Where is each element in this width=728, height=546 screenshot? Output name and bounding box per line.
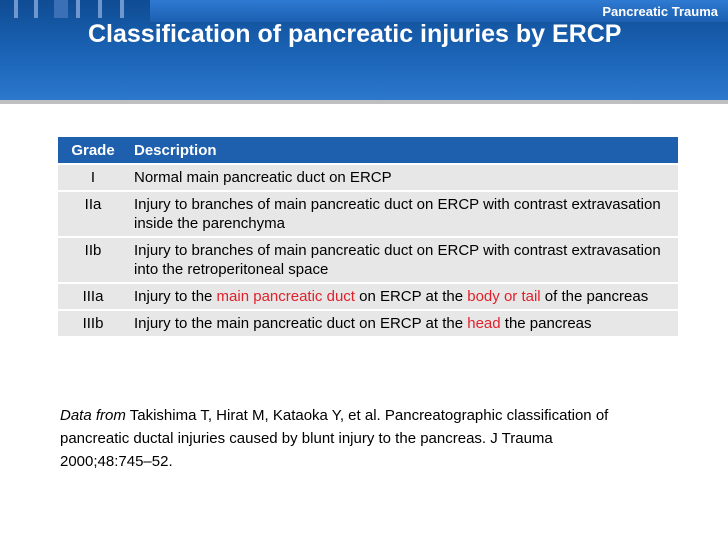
grade-cell: IIb [58, 237, 128, 283]
highlight-text: head [467, 315, 501, 332]
decor-stripe [54, 0, 68, 18]
grade-cell: IIa [58, 191, 128, 237]
decor-stripe [76, 0, 80, 18]
description-cell [128, 191, 678, 237]
table-row [58, 237, 678, 283]
column-header-grade: Grade [58, 137, 128, 164]
citation-text: Takishima T, Hirat M, Kataoka Y, et al. Pancreatographic classification of pancreatic ductal injuries caused by blunt injury to the pancreas. J Trauma 2000;48:745–52. [60, 407, 609, 470]
description-text: Injury to the main pancreatic duct on ERCP at the [134, 315, 468, 332]
table-row [58, 283, 678, 310]
grade-cell: I [58, 164, 128, 191]
description-text: Injury to the [134, 288, 217, 305]
decor-stripe [14, 0, 18, 18]
description-cell [128, 283, 678, 310]
description-text: Injury to branches of main pancreatic duct on ERCP with contrast extravasation into the retroperitoneal space [134, 242, 661, 278]
table-header-row [58, 137, 678, 164]
brand-bar [150, 0, 728, 22]
title-banner [0, 0, 728, 100]
page-title: Classification of pancreatic injuries by ERCP [88, 20, 622, 48]
description-text: of the pancreas [540, 288, 649, 305]
column-header-description: Description [128, 137, 678, 164]
description-text: Normal main pancreatic duct on ERCP [134, 169, 392, 186]
decor-stripe [98, 0, 102, 18]
classification-table [58, 137, 678, 336]
description-cell [128, 310, 678, 336]
description-cell [128, 164, 678, 191]
decor-stripe [120, 0, 124, 18]
citation-footnote [60, 404, 640, 473]
table-row [58, 164, 678, 191]
decor-stripe [34, 0, 38, 18]
brand-label: Pancreatic Trauma [602, 4, 718, 19]
description-text: the pancreas [500, 315, 592, 332]
description-cell [128, 237, 678, 283]
table-row [58, 191, 678, 237]
grade-cell: IIIa [58, 283, 128, 310]
table-row [58, 310, 678, 336]
description-text: Injury to branches of main pancreatic duct on ERCP with contrast extravasation inside the parenchyma [134, 196, 661, 232]
highlight-text: body or tail [467, 288, 541, 305]
citation-lead: Data from [60, 407, 126, 424]
grade-cell: IIIb [58, 310, 128, 336]
title-divider [0, 100, 728, 104]
description-text: on ERCP at the [354, 288, 468, 305]
highlight-text: main pancreatic duct [216, 288, 355, 305]
